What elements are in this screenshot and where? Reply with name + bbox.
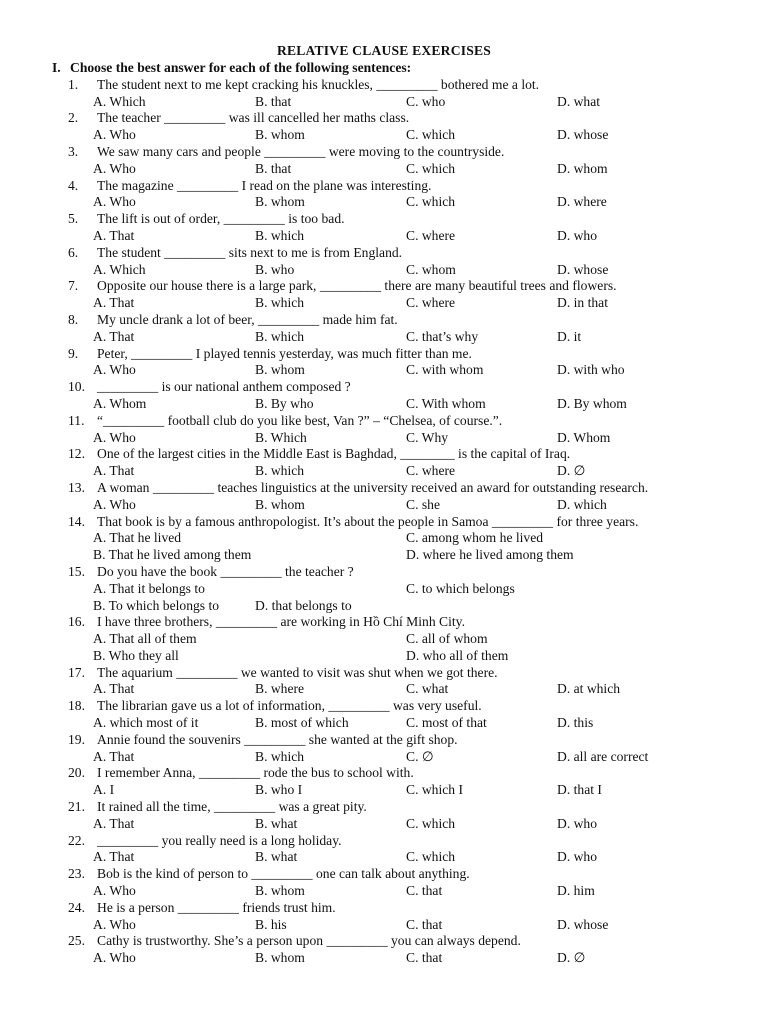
section-heading	[0, 60, 768, 77]
question-text: Cathy is trustworthy. She’s a person upon _________ you can always depend.	[97, 933, 521, 949]
answer-option-b[interactable]: B. which	[255, 295, 305, 311]
question-number: 24.	[68, 899, 85, 915]
answer-option-b[interactable]: B. that	[255, 93, 292, 109]
question-item	[0, 564, 768, 614]
answer-options-row	[0, 631, 768, 648]
answer-options-row	[0, 950, 768, 967]
question-text: The aquarium _________ we wanted to visit was shut when we got there.	[97, 664, 498, 680]
answer-option-b[interactable]: B. which	[255, 748, 305, 764]
question-text: That book is by a famous anthropologist. It’s about the people in Samoa _________ for three years.	[97, 513, 639, 529]
question-stem	[0, 665, 768, 682]
question-text: One of the largest cities in the Middle East is Baghdad, ________ is the capital of Iraq.	[97, 446, 571, 462]
answer-options-row	[0, 547, 768, 564]
answer-option-a[interactable]: A. That	[93, 681, 135, 697]
question-stem	[0, 564, 768, 581]
question-stem	[0, 866, 768, 883]
answer-option-b[interactable]: B. To which belongs to	[93, 597, 220, 613]
answer-option-b[interactable]: B. which	[255, 463, 305, 479]
question-item	[0, 480, 768, 514]
answer-option-c[interactable]: C. to which belongs	[406, 580, 515, 596]
question-number: 25.	[68, 933, 85, 949]
question-number: 15.	[68, 563, 85, 579]
question-stem	[0, 480, 768, 497]
question-number: 7.	[68, 278, 79, 294]
answer-option-c[interactable]: C. which	[406, 160, 456, 176]
answer-options-row	[0, 194, 768, 211]
question-stem	[0, 211, 768, 228]
question-item	[0, 144, 768, 178]
question-number: 22.	[68, 832, 85, 848]
answer-option-c[interactable]: C. which	[406, 815, 456, 831]
question-text: A woman _________ teaches linguistics at the university received an award for outstanding research.	[97, 479, 649, 495]
question-item	[0, 933, 768, 967]
answer-option-c[interactable]: C. she	[406, 496, 440, 512]
question-number: 21.	[68, 799, 85, 815]
answer-option-d[interactable]: D. with who	[557, 362, 625, 378]
answer-option-b[interactable]: B. Which	[255, 429, 307, 445]
answer-option-b[interactable]: B. who I	[255, 782, 303, 798]
question-stem	[0, 245, 768, 262]
question-number: 6.	[68, 244, 79, 260]
question-text: I remember Anna, _________ rode the bus to school with.	[97, 765, 414, 781]
answer-option-d[interactable]: D. Whom	[557, 429, 611, 445]
question-stem	[0, 413, 768, 430]
answer-option-b[interactable]: B. whom	[255, 127, 305, 143]
question-stem	[0, 799, 768, 816]
answer-option-c[interactable]: C. Why	[406, 429, 449, 445]
worksheet-title: RELATIVE CLAUSE EXERCISES	[276, 43, 491, 58]
answer-option-b[interactable]: B. That he lived among them	[93, 547, 252, 563]
question-text: I have three brothers, _________ are working in Hồ Chí Minh City.	[97, 614, 465, 630]
question-text: The magazine _________ I read on the plane was interesting.	[97, 177, 432, 193]
answer-option-d[interactable]: D. it	[557, 328, 582, 344]
answer-options-row	[0, 598, 768, 615]
question-item	[0, 110, 768, 144]
question-stem	[0, 379, 768, 396]
question-item	[0, 698, 768, 732]
answer-option-a[interactable]: A. That	[93, 295, 135, 311]
question-text: The student next to me kept cracking his knuckles, _________ bothered me a lot.	[97, 76, 540, 92]
answer-option-c[interactable]: C. where	[406, 463, 456, 479]
answer-option-d[interactable]: D. who	[557, 815, 598, 831]
question-item	[0, 312, 768, 346]
answer-option-a[interactable]: A. Who	[93, 950, 136, 966]
answer-option-c[interactable]: C. where	[406, 295, 456, 311]
question-text: Do you have the book _________ the teacher ?	[97, 563, 354, 579]
answer-option-a[interactable]: A. Who	[93, 496, 136, 512]
answer-option-d[interactable]: D. which	[557, 496, 607, 512]
question-text: The lift is out of order, _________ is too bad.	[97, 211, 345, 227]
question-item	[0, 866, 768, 900]
answer-option-a[interactable]: A. I	[93, 782, 115, 798]
question-stem	[0, 833, 768, 850]
answer-option-c[interactable]: C. which	[406, 849, 456, 865]
answer-option-a[interactable]: A. Which	[93, 93, 146, 109]
question-number: 14.	[68, 513, 85, 529]
answer-option-c[interactable]: C. With whom	[406, 395, 486, 411]
section-instruction: Choose the best answer for each of the following sentences:	[70, 60, 412, 75]
question-item	[0, 278, 768, 312]
answer-option-a[interactable]: A. Who	[93, 127, 136, 143]
question-text: It rained all the time, _________ was a great pity.	[97, 799, 367, 815]
question-stem	[0, 144, 768, 161]
question-stem	[0, 446, 768, 463]
answer-option-a[interactable]: A. That	[93, 328, 135, 344]
answer-option-a[interactable]: A. That	[93, 227, 135, 243]
question-item	[0, 245, 768, 279]
answer-option-d[interactable]: D. him	[557, 883, 595, 899]
question-list	[0, 77, 768, 967]
answer-option-d[interactable]: D. whose	[557, 261, 609, 277]
question-number: 3.	[68, 143, 79, 159]
question-stem	[0, 900, 768, 917]
answer-option-b[interactable]: B. which	[255, 328, 305, 344]
answer-option-d[interactable]: D. in that	[557, 295, 608, 311]
answer-option-d[interactable]: D. this	[557, 715, 594, 731]
answer-option-c[interactable]: C. all of whom	[406, 631, 488, 647]
answer-option-a[interactable]: A. Who	[93, 883, 136, 899]
answer-options-row	[0, 917, 768, 934]
answer-option-a[interactable]: A. Who	[93, 160, 136, 176]
question-item	[0, 346, 768, 380]
question-item	[0, 765, 768, 799]
answer-option-b[interactable]: B. what	[255, 849, 298, 865]
answer-option-b[interactable]: B. most of which	[255, 715, 349, 731]
question-stem	[0, 110, 768, 127]
question-item	[0, 799, 768, 833]
answer-option-b[interactable]: B. Who they all	[93, 647, 179, 663]
question-number: 10.	[68, 379, 85, 395]
answer-option-d[interactable]: D. where	[557, 194, 607, 210]
question-stem	[0, 346, 768, 363]
question-item	[0, 178, 768, 212]
answer-option-a[interactable]: A. That	[93, 849, 135, 865]
answer-option-d[interactable]: D. that I	[557, 782, 602, 798]
question-text: He is a person _________ friends trust him.	[97, 899, 336, 915]
question-number: 16.	[68, 614, 85, 630]
answer-option-c[interactable]: C. among whom he lived	[406, 530, 544, 546]
answer-options-row	[0, 228, 768, 245]
answer-options-row	[0, 94, 768, 111]
answer-options-row	[0, 463, 768, 480]
question-number: 11.	[68, 412, 85, 428]
question-item	[0, 211, 768, 245]
answer-option-b[interactable]: B. who	[255, 261, 295, 277]
answer-option-d[interactable]: D. where he lived among them	[406, 547, 574, 563]
answer-option-b[interactable]: B. whom	[255, 194, 305, 210]
question-text: Opposite our house there is a large park, _________ there are many beautiful trees and flowers.	[97, 278, 617, 294]
answer-option-d[interactable]: D. all are correct	[557, 748, 649, 764]
section-number: I.	[52, 60, 61, 75]
question-stem	[0, 77, 768, 94]
answer-option-a[interactable]: A. That he lived	[93, 530, 182, 546]
question-number: 2.	[68, 110, 79, 126]
question-number: 23.	[68, 866, 85, 882]
answer-options-row	[0, 530, 768, 547]
answer-option-a[interactable]: A. That	[93, 748, 135, 764]
answer-options-row	[0, 127, 768, 144]
question-item	[0, 833, 768, 867]
answer-options-row	[0, 262, 768, 279]
question-text: _________ you really need is a long holiday.	[97, 832, 342, 848]
answer-options-row	[0, 581, 768, 598]
question-stem	[0, 178, 768, 195]
question-number: 5.	[68, 211, 79, 227]
answer-option-b[interactable]: B. what	[255, 815, 298, 831]
question-item	[0, 614, 768, 664]
answer-option-c[interactable]: C. that	[406, 916, 443, 932]
answer-options-row	[0, 849, 768, 866]
answer-option-a[interactable]: A. That all of them	[93, 631, 197, 647]
question-text: “_________ football club do you like best, Van ?” – “Chelsea, of course.”.	[97, 412, 503, 428]
answer-option-c[interactable]: C. which	[406, 127, 456, 143]
answer-option-b[interactable]: B. where	[255, 681, 305, 697]
question-number: 8.	[68, 311, 79, 327]
question-item	[0, 77, 768, 111]
answer-option-d[interactable]: D. that belongs to	[255, 597, 352, 613]
question-stem	[0, 933, 768, 950]
question-text: The librarian gave us a lot of information, _________ was very useful.	[97, 698, 482, 714]
question-stem	[0, 765, 768, 782]
answer-option-d[interactable]: D. ∅	[557, 463, 586, 479]
answer-option-d[interactable]: D. what	[557, 93, 601, 109]
answer-options-row	[0, 497, 768, 514]
question-number: 1.	[68, 76, 79, 92]
answer-option-b[interactable]: B. whom	[255, 883, 305, 899]
answer-options-row	[0, 362, 768, 379]
answer-option-d[interactable]: D. who	[557, 849, 598, 865]
question-number: 18.	[68, 698, 85, 714]
question-stem	[0, 614, 768, 631]
answer-option-a[interactable]: A. Who	[93, 916, 136, 932]
answer-option-a[interactable]: A. That	[93, 815, 135, 831]
answer-option-a[interactable]: A. which most of it	[93, 715, 199, 731]
answer-option-c[interactable]: C. which I	[406, 782, 464, 798]
question-text: Peter, _________ I played tennis yesterday, was much fitter than me.	[97, 345, 472, 361]
answer-options-row	[0, 715, 768, 732]
answer-option-c[interactable]: C. with whom	[406, 362, 484, 378]
question-item	[0, 900, 768, 934]
answer-option-d[interactable]: D. who	[557, 227, 598, 243]
question-text: _________ is our national anthem composed ?	[97, 379, 351, 395]
question-text: The teacher _________ was ill cancelled her maths class.	[97, 110, 410, 126]
question-number: 17.	[68, 664, 85, 680]
question-stem	[0, 312, 768, 329]
answer-option-a[interactable]: A. That it belongs to	[93, 580, 205, 596]
question-stem	[0, 514, 768, 531]
question-number: 12.	[68, 446, 85, 462]
question-text: Annie found the souvenirs _________ she wanted at the gift shop.	[97, 731, 458, 747]
answer-option-d[interactable]: D. who all of them	[406, 647, 509, 663]
question-number: 20.	[68, 765, 85, 781]
question-text: The student _________ sits next to me is from England.	[97, 244, 403, 260]
answer-options-row	[0, 430, 768, 447]
worksheet	[0, 42, 768, 967]
answer-options-row	[0, 648, 768, 665]
answer-option-d[interactable]: D. whom	[557, 160, 608, 176]
answer-option-a[interactable]: A. Who	[93, 194, 136, 210]
question-item	[0, 413, 768, 447]
answer-option-b[interactable]: B. which	[255, 227, 305, 243]
answer-option-c[interactable]: C. where	[406, 227, 456, 243]
answer-option-b[interactable]: B. that	[255, 160, 292, 176]
answer-options-row	[0, 681, 768, 698]
answer-option-d[interactable]: D. By whom	[557, 395, 627, 411]
answer-option-c[interactable]: C. whom	[406, 261, 456, 277]
answer-option-b[interactable]: B. By who	[255, 395, 314, 411]
question-number: 19.	[68, 731, 85, 747]
answer-option-b[interactable]: B. whom	[255, 496, 305, 512]
question-text: Bob is the kind of person to _________ one can talk about anything.	[97, 866, 470, 882]
answer-options-row	[0, 749, 768, 766]
answer-option-d[interactable]: D. at which	[557, 681, 621, 697]
answer-option-a[interactable]: A. That	[93, 463, 135, 479]
answer-option-d[interactable]: D. ∅	[557, 950, 586, 966]
question-text: We saw many cars and people _________ were moving to the countryside.	[97, 143, 505, 159]
answer-option-d[interactable]: D. whose	[557, 916, 609, 932]
answer-option-c[interactable]: C. that’s why	[406, 328, 479, 344]
question-stem	[0, 732, 768, 749]
answer-option-b[interactable]: B. whom	[255, 362, 305, 378]
answer-option-a[interactable]: A. Whom	[93, 395, 147, 411]
answer-option-c[interactable]: C. who	[406, 93, 446, 109]
answer-options-row	[0, 782, 768, 799]
answer-option-c[interactable]: C. most of that	[406, 715, 487, 731]
answer-options-row	[0, 161, 768, 178]
answer-options-row	[0, 396, 768, 413]
question-item	[0, 665, 768, 699]
question-number: 9.	[68, 345, 79, 361]
answer-option-d[interactable]: D. whose	[557, 127, 609, 143]
answer-option-a[interactable]: A. Which	[93, 261, 146, 277]
answer-option-b[interactable]: B. his	[255, 916, 287, 932]
question-item	[0, 379, 768, 413]
question-number: 13.	[68, 479, 85, 495]
answer-options-row	[0, 295, 768, 312]
answer-options-row	[0, 816, 768, 833]
answer-option-b[interactable]: B. whom	[255, 950, 305, 966]
question-item	[0, 514, 768, 564]
answer-options-row	[0, 329, 768, 346]
question-item	[0, 446, 768, 480]
answer-option-a[interactable]: A. Who	[93, 362, 136, 378]
answer-option-c[interactable]: C. ∅	[406, 748, 434, 764]
answer-option-c[interactable]: C. what	[406, 681, 449, 697]
question-item	[0, 732, 768, 766]
question-stem	[0, 278, 768, 295]
answer-option-c[interactable]: C. that	[406, 883, 443, 899]
answer-option-a[interactable]: A. Who	[93, 429, 136, 445]
answer-options-row	[0, 883, 768, 900]
answer-option-c[interactable]: C. which	[406, 194, 456, 210]
question-stem	[0, 698, 768, 715]
answer-option-c[interactable]: C. that	[406, 950, 443, 966]
question-number: 4.	[68, 177, 79, 193]
question-text: My uncle drank a lot of beer, _________ made him fat.	[97, 311, 398, 327]
